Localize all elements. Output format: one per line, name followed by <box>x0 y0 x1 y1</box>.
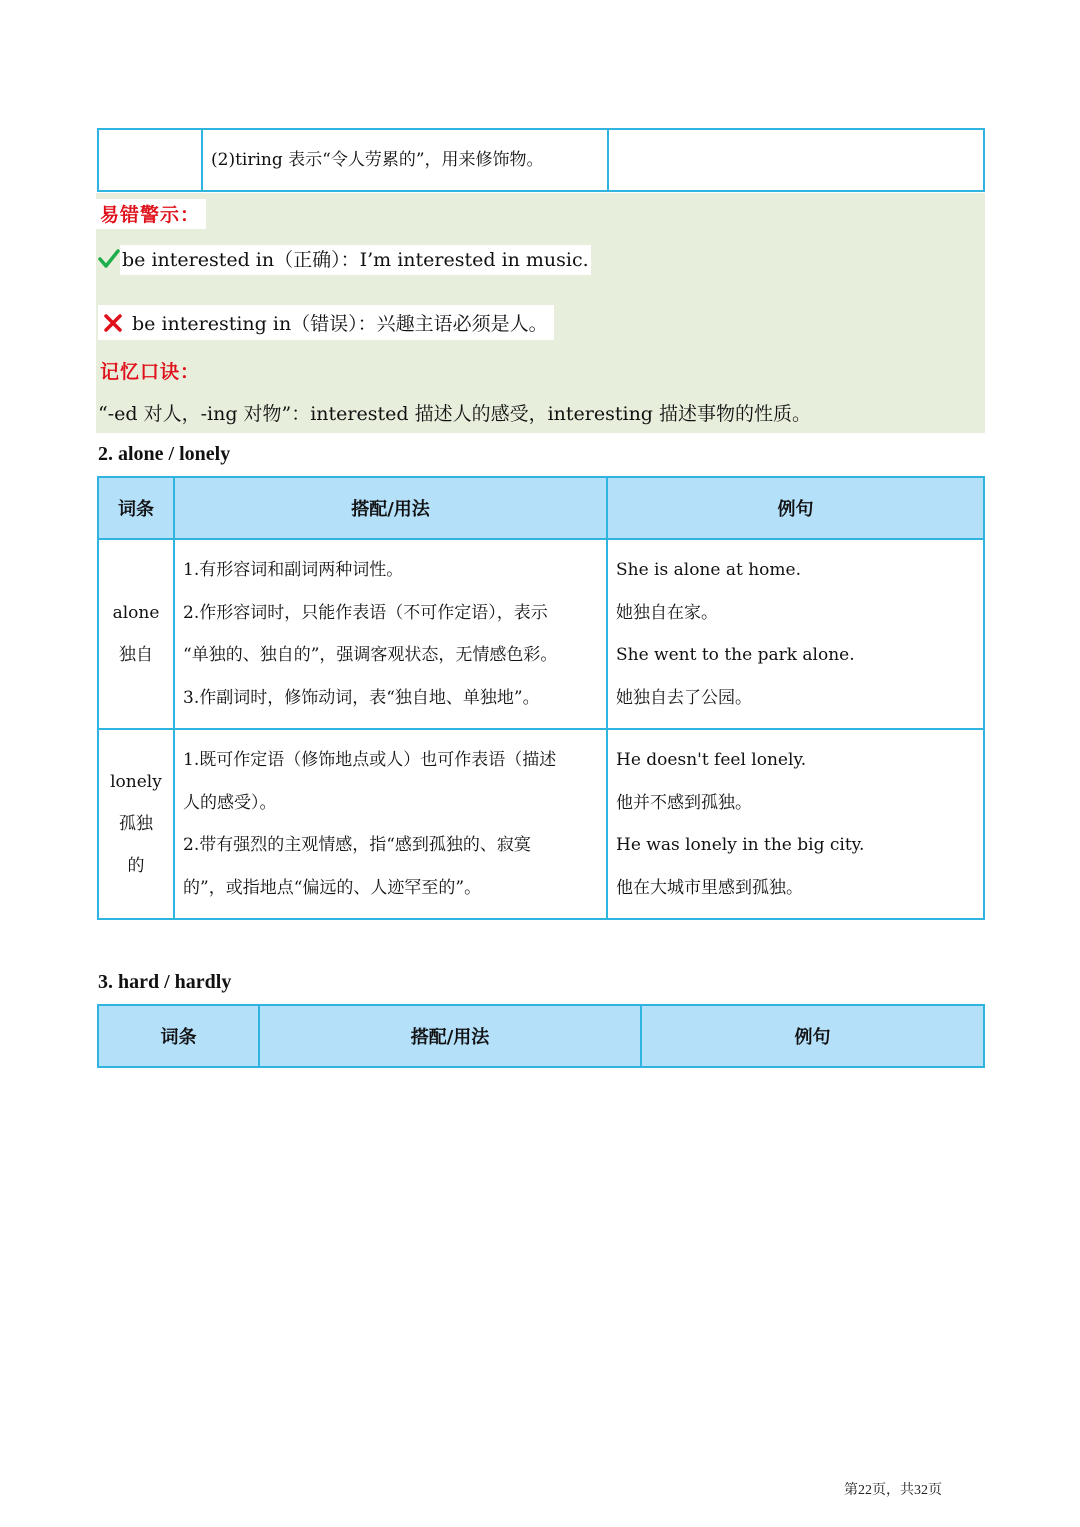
table-row <box>98 729 984 919</box>
check-icon <box>98 248 120 270</box>
usage-line: 的”，或指地点“偏远的、人迹罕至的”。 <box>183 877 482 898</box>
header-word: 词条 <box>98 477 174 539</box>
word-cell <box>98 129 202 191</box>
correct-text: be interested in（正确）：I’m interested in music. <box>120 245 591 275</box>
header-example: 例句 <box>641 1005 984 1067</box>
example-line: 他并不感到孤独。 <box>616 792 752 813</box>
hard-hardly-table <box>97 1004 985 1068</box>
example-line: He was lonely in the big city. <box>616 835 865 855</box>
example-line: 她独自在家。 <box>616 602 718 623</box>
usage-line: 3.作副词时，修饰动词，表“独自地、单独地”。 <box>183 687 540 708</box>
usage-line: 1.既可作定语（修饰地点或人）也可作表语（描述 <box>183 750 557 770</box>
header-usage: 搭配/用法 <box>259 1005 641 1067</box>
header-word: 词条 <box>98 1005 259 1067</box>
usage-cell: (2)tiring 表示“令人劳累的”，用来修饰物。 <box>202 129 608 191</box>
example-cell <box>607 539 984 729</box>
usage-line: “单独的、独自的”，强调客观状态，无情感色彩。 <box>183 645 558 665</box>
wrong-text: be interesting in（错误）：兴趣主语必须是人。 <box>132 313 548 335</box>
section-title: 3. hard / hardly <box>98 971 232 993</box>
word-cn: 孤独 <box>119 814 153 834</box>
alone-lonely-table <box>97 476 985 920</box>
usage-cell <box>174 539 607 729</box>
top-table <box>97 128 985 192</box>
word-cn: 的 <box>127 856 145 876</box>
memory-title: 记忆口诀： <box>100 361 201 383</box>
example-line: She went to the park alone. <box>616 645 855 665</box>
word-en: lonely <box>110 772 162 792</box>
word-cell <box>98 729 174 919</box>
example-line: She is alone at home. <box>616 560 801 580</box>
header-row <box>98 1005 984 1067</box>
example-cell <box>608 129 984 191</box>
warning-title: 易错警示： <box>100 204 201 226</box>
correct-line <box>98 245 591 279</box>
example-line: He doesn't feel lonely. <box>616 750 807 770</box>
page-number: 第22页，共32页 <box>844 1483 942 1498</box>
table-row <box>98 539 984 729</box>
word-cn: 独自 <box>119 645 153 665</box>
header-example: 例句 <box>607 477 984 539</box>
example-cell <box>607 729 984 919</box>
usage-line: 人的感受）。 <box>183 792 277 813</box>
header-row <box>98 477 984 539</box>
memory-text: “-ed 对人，-ing 对物”：interested 描述人的感受，interesting 描述事物的性质。 <box>98 403 812 425</box>
usage-line: 1.有形容词和副词两种词性。 <box>183 560 404 580</box>
warning-box <box>96 193 985 433</box>
usage-cell <box>174 729 607 919</box>
cross-icon <box>102 312 124 334</box>
example-line: 他在大城市里感到孤独。 <box>616 877 803 898</box>
usage-line: 2.作形容词时，只能作表语（不可作定语），表示 <box>183 602 548 623</box>
word-cell <box>98 539 174 729</box>
word-en: alone <box>112 603 160 623</box>
usage-line: 2.带有强烈的主观情感，指“感到孤独的、寂寞 <box>183 835 531 855</box>
example-line: 她独自去了公园。 <box>616 687 752 708</box>
header-usage: 搭配/用法 <box>174 477 607 539</box>
section-title: 2. alone / lonely <box>98 443 231 465</box>
wrong-line <box>98 305 554 339</box>
